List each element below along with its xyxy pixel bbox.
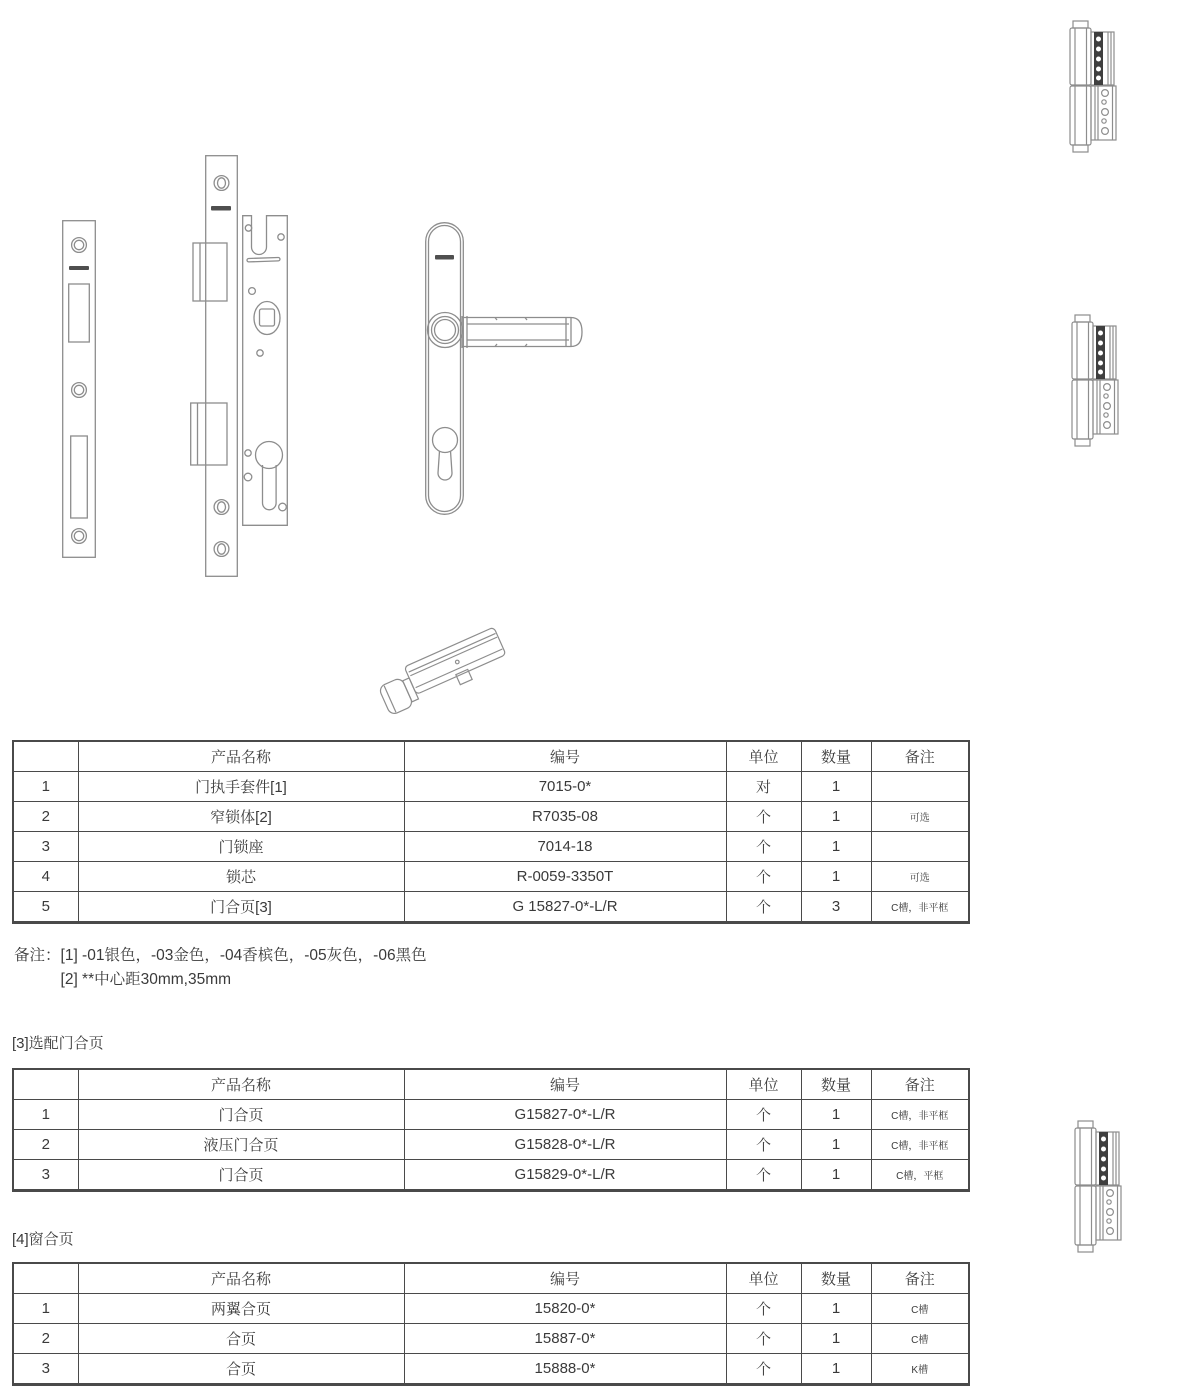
header-part-number: 编号 [404, 1069, 726, 1100]
table-row [13, 1130, 969, 1160]
cell-index: 3 [13, 832, 78, 862]
cell-quantity: 1 [801, 1130, 871, 1160]
notes-label: 备注： [14, 947, 61, 964]
cell-unit: 个 [726, 1160, 801, 1191]
cell-unit: 对 [726, 772, 801, 802]
cell-quantity: 1 [801, 802, 871, 832]
main-parts-table [12, 740, 970, 924]
hinge-drawing-middle [1070, 314, 1120, 447]
header-quantity: 数量 [801, 741, 871, 772]
cell-remark: C槽，非平框 [871, 892, 969, 923]
cell-quantity: 1 [801, 1354, 871, 1385]
cell-index: 2 [13, 802, 78, 832]
cell-part-number: G 15827-0*-L/R [404, 892, 726, 923]
door-hinge-section-title: [3]选配门合页 [12, 1035, 104, 1052]
cell-remark: C槽，非平框 [871, 1130, 969, 1160]
cell-product-name: 门执手套件[1] [78, 772, 404, 802]
cell-remark: C槽 [871, 1294, 969, 1324]
cell-part-number: G15829-0*-L/R [404, 1160, 726, 1191]
header-product-name: 产品名称 [78, 1069, 404, 1100]
cylinder-drawing [375, 602, 508, 715]
cell-product-name: 合页 [78, 1354, 404, 1385]
cell-product-name: 门合页 [78, 1100, 404, 1130]
note-line: [2] **中心距30mm,35mm [60, 971, 232, 988]
cell-part-number: R-0059-3350T [404, 862, 726, 892]
header-quantity: 数量 [801, 1069, 871, 1100]
cell-remark: 可选 [871, 802, 969, 832]
table-header-row [13, 1069, 969, 1100]
window-hinge-section-title: [4]窗合页 [12, 1231, 74, 1248]
header-unit: 单位 [726, 1069, 801, 1100]
strike-plate-drawing [62, 220, 96, 558]
cell-remark: K槽 [871, 1354, 969, 1385]
cell-quantity: 1 [801, 862, 871, 892]
brand-logo [435, 255, 454, 260]
cell-unit: 个 [726, 1130, 801, 1160]
cell-index: 1 [13, 1100, 78, 1130]
table-header-row [13, 1263, 969, 1294]
cell-unit: 个 [726, 832, 801, 862]
cell-quantity: 1 [801, 1324, 871, 1354]
table-row [13, 1294, 969, 1324]
cell-remark: C槽，平框 [871, 1160, 969, 1191]
table-row [13, 1160, 969, 1191]
cell-index: 4 [13, 862, 78, 892]
cell-product-name: 合页 [78, 1324, 404, 1354]
table-row [13, 832, 969, 862]
window-hinge-table [12, 1262, 970, 1386]
table-row [13, 862, 969, 892]
table-row [13, 802, 969, 832]
header-remark: 备注 [871, 1069, 969, 1100]
hinge-drawing-bottom [1073, 1120, 1123, 1253]
cell-index: 2 [13, 1324, 78, 1354]
table-row [13, 1324, 969, 1354]
cell-part-number: 15820-0* [404, 1294, 726, 1324]
header-product-name: 产品名称 [78, 1263, 404, 1294]
cell-quantity: 1 [801, 1100, 871, 1130]
door-hinge-table [12, 1068, 970, 1192]
cell-product-name: 锁芯 [78, 862, 404, 892]
cell-quantity: 1 [801, 832, 871, 862]
cell-quantity: 1 [801, 1294, 871, 1324]
cell-part-number: 7015-0* [404, 772, 726, 802]
cell-product-name: 液压门合页 [78, 1130, 404, 1160]
header-part-number: 编号 [404, 1263, 726, 1294]
cell-product-name: 两翼合页 [78, 1294, 404, 1324]
cell-index: 1 [13, 1294, 78, 1324]
cell-product-name: 门合页[3] [78, 892, 404, 923]
cell-product-name: 窄锁体[2] [78, 802, 404, 832]
cell-part-number: 15888-0* [404, 1354, 726, 1385]
cell-product-name: 门合页 [78, 1160, 404, 1191]
cell-index: 5 [13, 892, 78, 923]
cell-unit: 个 [726, 862, 801, 892]
cell-unit: 个 [726, 1324, 801, 1354]
header-index [13, 1069, 78, 1100]
cell-part-number: 15887-0* [404, 1324, 726, 1354]
header-remark: 备注 [871, 1263, 969, 1294]
hinge-drawing-top [1068, 20, 1118, 153]
brand-logo [211, 206, 231, 211]
cell-quantity: 1 [801, 772, 871, 802]
header-product-name: 产品名称 [78, 741, 404, 772]
cell-remark: 可选 [871, 862, 969, 892]
cell-index: 1 [13, 772, 78, 802]
header-unit: 单位 [726, 741, 801, 772]
note-line: [1] -01银色，-03金色，-04香槟色，-05灰色，-06黑色 [60, 947, 427, 964]
cell-quantity: 1 [801, 1160, 871, 1191]
cell-remark [871, 832, 969, 862]
cell-quantity: 3 [801, 892, 871, 923]
cell-unit: 个 [726, 1100, 801, 1130]
header-index [13, 741, 78, 772]
header-index [13, 1263, 78, 1294]
cell-index: 2 [13, 1130, 78, 1160]
cell-unit: 个 [726, 1294, 801, 1324]
cell-part-number: R7035-08 [404, 802, 726, 832]
handle-drawing [420, 222, 590, 515]
header-part-number: 编号 [404, 741, 726, 772]
header-quantity: 数量 [801, 1263, 871, 1294]
cell-index: 3 [13, 1354, 78, 1385]
brand-logo [69, 266, 89, 270]
cell-unit: 个 [726, 892, 801, 923]
header-unit: 单位 [726, 1263, 801, 1294]
table-row [13, 772, 969, 802]
cell-index: 3 [13, 1160, 78, 1191]
notes-block [14, 944, 427, 992]
cell-part-number: 7014-18 [404, 832, 726, 862]
cell-product-name: 门锁座 [78, 832, 404, 862]
header-remark: 备注 [871, 741, 969, 772]
table-row [13, 1354, 969, 1385]
cell-unit: 个 [726, 1354, 801, 1385]
cell-part-number: G15827-0*-L/R [404, 1100, 726, 1130]
cell-unit: 个 [726, 802, 801, 832]
table-row [13, 1100, 969, 1130]
table-row [13, 892, 969, 923]
lock-body-drawing [190, 155, 320, 580]
cell-part-number: G15828-0*-L/R [404, 1130, 726, 1160]
table-header-row [13, 741, 969, 772]
cell-remark: C槽，非平框 [871, 1100, 969, 1130]
cell-remark [871, 772, 969, 802]
cell-remark: C槽 [871, 1324, 969, 1354]
